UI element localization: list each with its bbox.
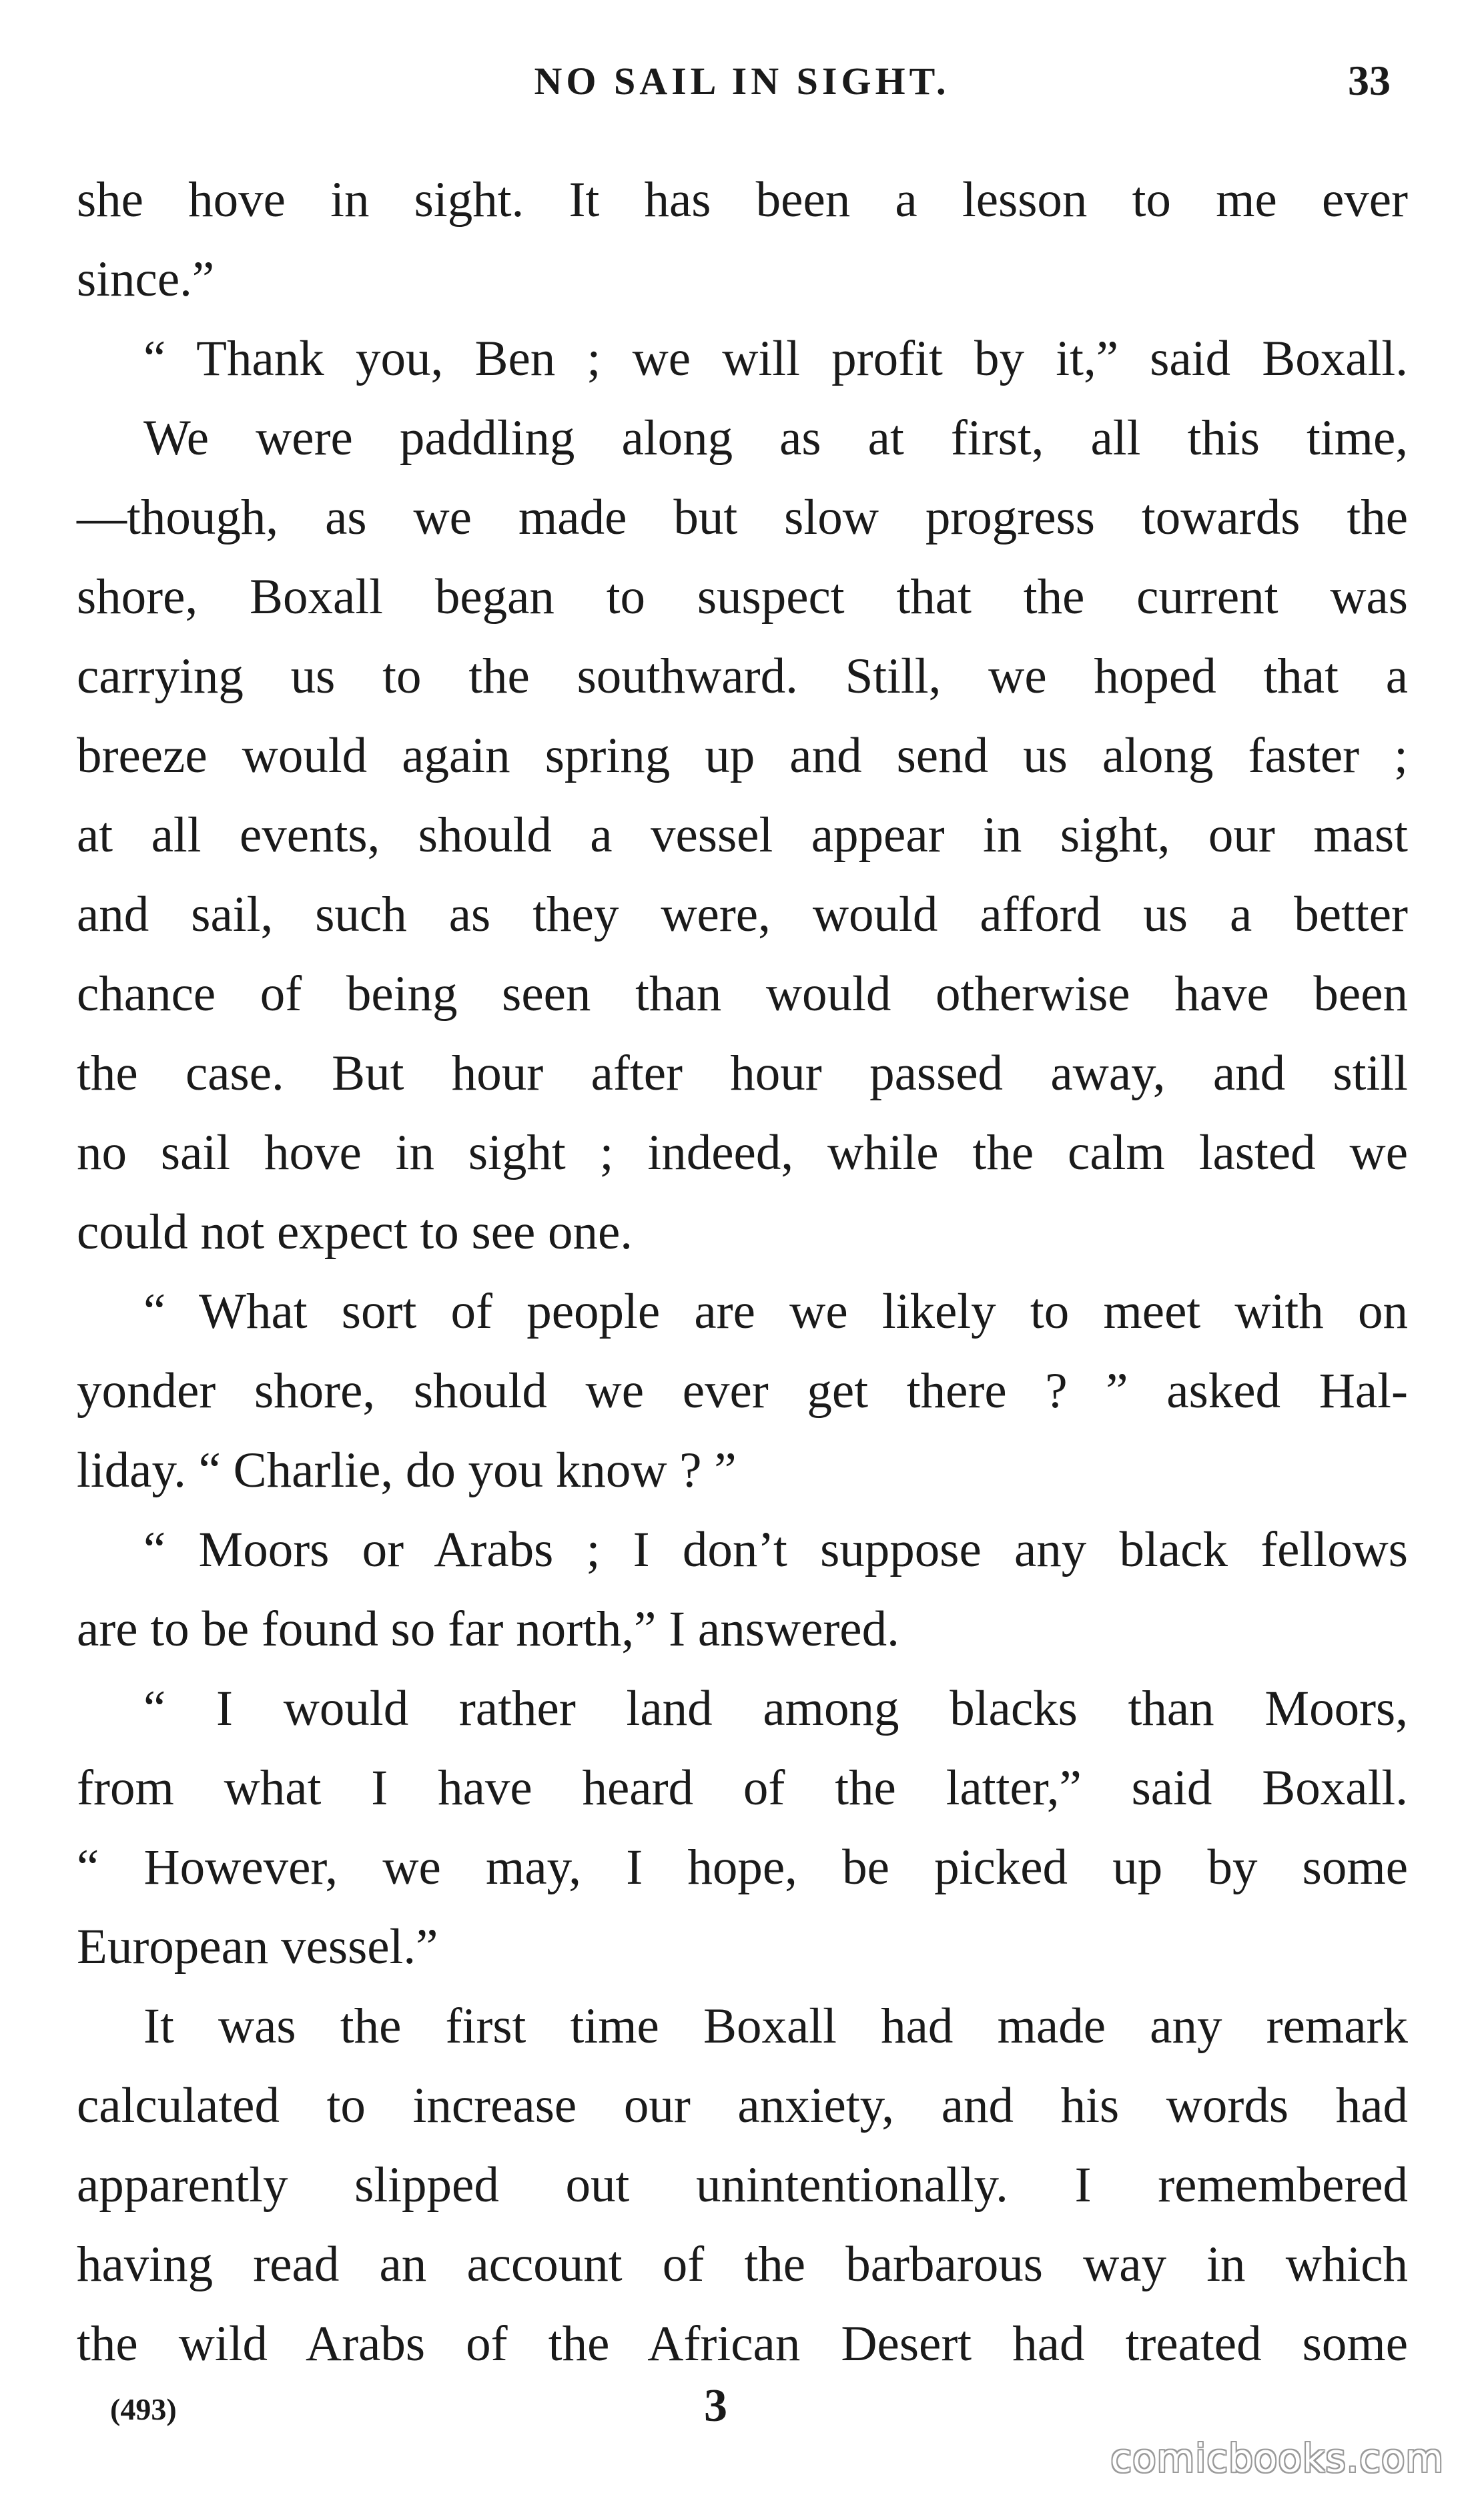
text-line: calculated to increase our anxiety, and his words had: [77, 2078, 1408, 2133]
text-line: “ I would rather land among blacks than Moors,: [143, 1681, 1408, 1736]
text-line: chance of being seen than would otherwise have been: [77, 966, 1408, 1022]
printer-signature: (493): [110, 2392, 177, 2426]
text-line: It was the first time Boxall had made any remark: [143, 1999, 1408, 2054]
text-line: and sail, such as they were, would afford us a better: [77, 887, 1408, 942]
running-title: NO SAIL IN SIGHT.: [534, 59, 950, 103]
text-line: liday. “ Charlie, do you know ? ”: [77, 1443, 737, 1498]
text-line: —though, as we made but slow progress towards the: [77, 490, 1408, 545]
page-number: 33: [1348, 57, 1391, 104]
text-line: having read an account of the barbarous way in which: [77, 2237, 1408, 2292]
text-line: the wild Arabs of the African Desert had treated some: [77, 2316, 1408, 2372]
text-line: the case. But hour after hour passed away, and still: [77, 1046, 1408, 1101]
text-line: carrying us to the southward. Still, we hoped that a: [77, 649, 1408, 704]
watermark: comicbooks.com: [1110, 2436, 1444, 2481]
text-line: at all events, should a vessel appear in sight, our mast: [77, 807, 1408, 863]
text-line: could not expect to see one.: [77, 1204, 633, 1260]
text-line: from what I have heard of the latter,” said Boxall.: [77, 1760, 1408, 1816]
text-line: breeze would again spring up and send us along faster ;: [77, 728, 1408, 783]
running-head: [0, 52, 1484, 112]
text-line: she hove in sight. It has been a lesson to me ever: [77, 172, 1408, 228]
sheet-number: 3: [704, 2380, 727, 2432]
text-line: shore, Boxall began to suspect that the current was: [77, 569, 1408, 625]
text-line: “ Moors or Arabs ; I don’t suppose any black fellows: [143, 1522, 1408, 1577]
text-line: “ What sort of people are we likely to meet with on: [143, 1284, 1408, 1339]
text-line: are to be found so far north,” I answered.: [77, 1601, 899, 1657]
text-line: apparently slipped out unintentionally. I remembered: [77, 2157, 1408, 2213]
text-line: yonder shore, should we ever get there ? ” asked Hal-: [77, 1363, 1408, 1419]
text-line: European vessel.”: [77, 1919, 438, 1974]
text-line: “ However, we may, I hope, be picked up by some: [77, 1840, 1408, 1895]
text-line: since.”: [77, 252, 215, 307]
text-line: “ Thank you, Ben ; we will profit by it,” said Boxall.: [143, 331, 1408, 386]
body-text: [77, 160, 1408, 2384]
text-line: We were paddling along as at first, all this time,: [143, 410, 1408, 466]
text-line: no sail hove in sight ; indeed, while the calm lasted we: [77, 1125, 1408, 1180]
